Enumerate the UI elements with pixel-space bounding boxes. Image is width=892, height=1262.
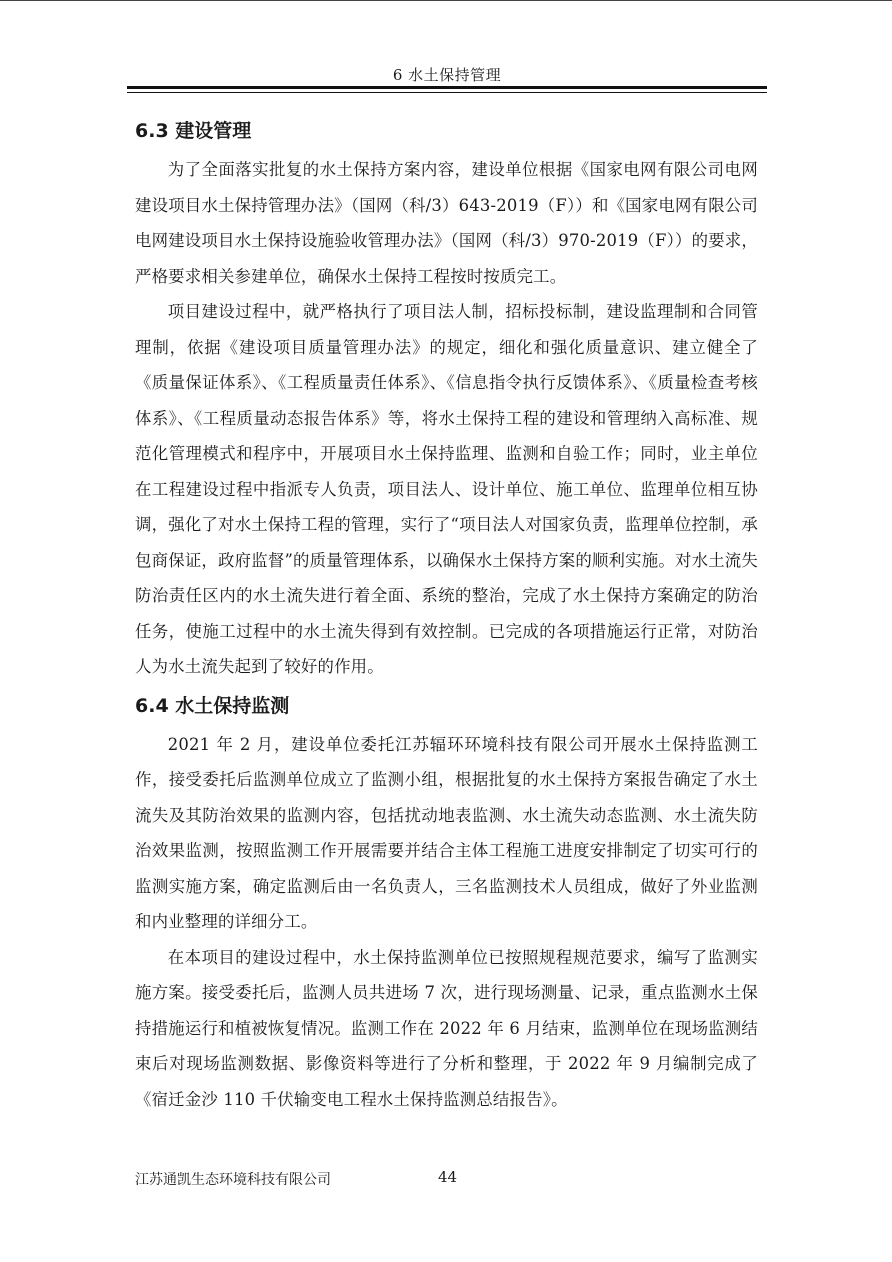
paragraph: 在本项目的建设过程中，水土保持监测单位已按照规程规范要求，编写了监测实施方案。接受委托后，监测人员共进场 7 次，进行现场测量、记录，重点监测水土保持措施运行和植被恢复情况。监测工作在 2022 年 6 月结束，监测单位在现场监测结束后对现场监测数据、影像资料等进行了分析和整理，于 2022 年 9 月编制完成了《宿迁金沙 110 千伏输变电工程水土保持监测总结报告》。 [135, 947, 758, 1109]
header-rule-thick [127, 86, 767, 89]
section-heading: 6.3 建设管理 [135, 120, 252, 142]
paragraph: 2021 年 2 月，建设单位委托江苏辐环环境科技有限公司开展水土保持监测工作，接受委托后监测单位成立了监测小组，根据批复的水土保持方案报告确定了水土流失及其防治效果的监测内容，包括扰动地表监测、水土流失动态监测、水土流失防治效果监测，按照监测工作开展需要并结合主体工程施工进度安排制定了切实可行的监测实施方案，确定监测后由一名负责人，三名监测技术人员组成，做好了外业监测和内业整理的详细分工。 [135, 734, 758, 931]
paragraph: 项目建设过程中，就严格执行了项目法人制，招标投标制，建设监理制和合同管理制，依据《建设项目质量管理办法》的规定，细化和强化质量意识、建立健全了《质量保证体系》、《工程质量责任体系》、《信息指令执行反馈体系》、《质量检查考核体系》、《工程质量动态报告体系》等，将水土保持工程的建设和管理纳入高标准、规范化管理模式和程序中，开展项目水土保持监理、监测和自验工作；同时，业主单位在工程建设过程中指派专人负责，项目法人、设计单位、施工单位、监理单位相互协调，强化了对水土保持工程的管理，实行了“项目法人对国家负责，监理单位控制，承包商保证，政府监督”的质量管理体系，以确保水土保持方案的顺利实施。对水土流失防治责任区内的水土流失进行着全面、系统的整治，完成了水土保持方案确定的防治任务，使施工过程中的水土流失得到有效控制。已完成的各项措施运行正常，对防治人为水土流失起到了较好的作用。 [135, 302, 758, 676]
page-body [135, 116, 758, 1117]
page-number: 44 [438, 1168, 458, 1186]
paragraph: 为了全面落实批复的水土保持方案内容，建设单位根据《国家电网有限公司电网建设项目水土保持管理办法》（国网（科/3）643-2019（F））和《国家电网有限公司电网建设项目水土保持设施验收管理办法》（国网（科/3）970-2019（F））的要求，严格要求相关参建单位，确保水土保持工程按时按质完工。 [135, 160, 758, 286]
section-6-3 [135, 116, 758, 685]
running-header: 6 水土保持管理 [392, 66, 502, 84]
header-rule-thin [127, 92, 767, 93]
section-6-4 [135, 691, 758, 1118]
footer-company: 江苏通凯生态环境科技有限公司 [135, 1172, 331, 1188]
page-top-border [0, 0, 892, 1]
section-heading: 6.4 水土保持监测 [135, 694, 290, 717]
